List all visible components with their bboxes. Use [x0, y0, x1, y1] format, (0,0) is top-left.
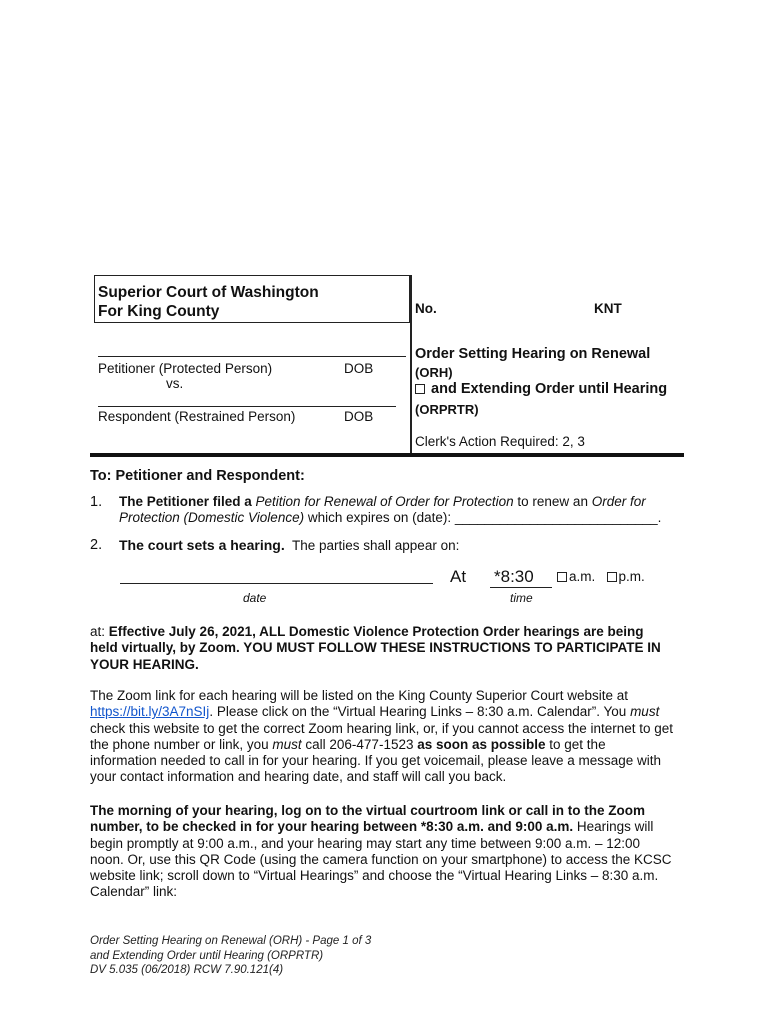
footer-line-3: DV 5.035 (06/2018) RCW 7.90.121(4) [90, 964, 284, 976]
caption-divider [410, 275, 412, 453]
pm-checkbox[interactable] [607, 572, 617, 582]
ampm-options: a.m. p.m. [557, 569, 645, 584]
caption-bottom-rule [90, 453, 684, 457]
item-1-text: The Petitioner filed a Petition for Renewal of Order for Protection to renew an Order for Protection (Domestic Violence) which expires on (date): ___________________________. [119, 494, 662, 526]
petitioner-label: Petitioner (Protected Person) [98, 361, 273, 376]
footer-line-2: and Extending Order until Hearing (ORPRTR) [90, 949, 324, 962]
petitioner-name-line [98, 341, 406, 357]
case-number-label: No. [415, 301, 437, 316]
footer-line-1: Order Setting Hearing on Renewal (ORH) - Page 1 of 3 [90, 935, 372, 947]
item-2-number: 2. [90, 537, 103, 553]
zoom-instructions-paragraph: The Zoom link for each hearing will be listed on the King County Superior Court website at https://bit.ly/3A7nSIj. Please click on the “Virtual Hearing Links – 8:30 a.m. Calendar”. You must check this website to get the correct Zoom hearing link, or, if you cannot access the internet to get the phone number or link, you must call 206-477-1523 as soon as possible to get the information needed to call in for your hearing. If you get voicemail, please leave a message with your contact information and hearing date, and staff will call you back. [90, 688, 674, 785]
respondent-name-line [98, 391, 396, 407]
date-caption: date [243, 591, 267, 605]
case-number-suffix: KNT [594, 301, 622, 316]
extend-order-checkbox[interactable] [415, 384, 425, 394]
zoom-link[interactable]: https://bit.ly/3A7nSIj [90, 704, 210, 720]
morning-checkin-paragraph: The morning of your hearing, log on to the virtual courtroom link or call in to the Zoom number, to be checked in for your hearing between *8:30 a.m. and 9:00 a.m. Hearings will begin promptly at 9:00 a.m., and your hearing may start any time between 9:00 a.m. – 12:00 noon. Or, use this QR Code (using the camera function on your smartphone) to access the KCSC website link; scroll down to “Virtual Hearings” and choose the “Virtual Hearing Links – 8:30 a.m. Calendar” link: [90, 803, 672, 900]
clerk-action: Clerk's Action Required: 2, 3 [415, 434, 585, 449]
respondent-label: Respondent (Restrained Person) [98, 409, 296, 424]
court-line-1: Superior Court of Washington [98, 284, 319, 301]
respondent-dob-label: DOB [344, 409, 374, 424]
time-caption: time [510, 591, 533, 605]
order-code-1: (ORH) [415, 365, 453, 380]
virtual-notice-paragraph: at: Effective July 26, 2021, ALL Domestic Violence Protection Order hearings are being held virtually, by Zoom. YOU MUST FOLLOW THESE INSTRUCTIONS TO PARTICIPATE IN YOUR HEARING. [90, 624, 661, 672]
am-checkbox[interactable] [557, 572, 567, 582]
petitioner-dob-label: DOB [344, 361, 374, 376]
to-line: To: Petitioner and Respondent: [90, 468, 305, 484]
page-footer [90, 934, 371, 978]
order-code-2: (ORPRTR) [415, 402, 479, 417]
item-2-text: The court sets a hearing. The parties shall appear on: [119, 537, 460, 553]
hearing-time-field[interactable]: *8:30 [490, 567, 552, 588]
hearing-date-field[interactable] [120, 567, 433, 584]
order-title-1: Order Setting Hearing on Renewal [415, 346, 651, 362]
court-name [98, 283, 319, 321]
item-1-number: 1. [90, 494, 103, 510]
court-line-2: For King County [98, 303, 220, 320]
order-title-2: and Extending Order until Hearing [415, 381, 667, 397]
at-label: At [450, 567, 467, 586]
versus-label: vs. [166, 376, 184, 391]
